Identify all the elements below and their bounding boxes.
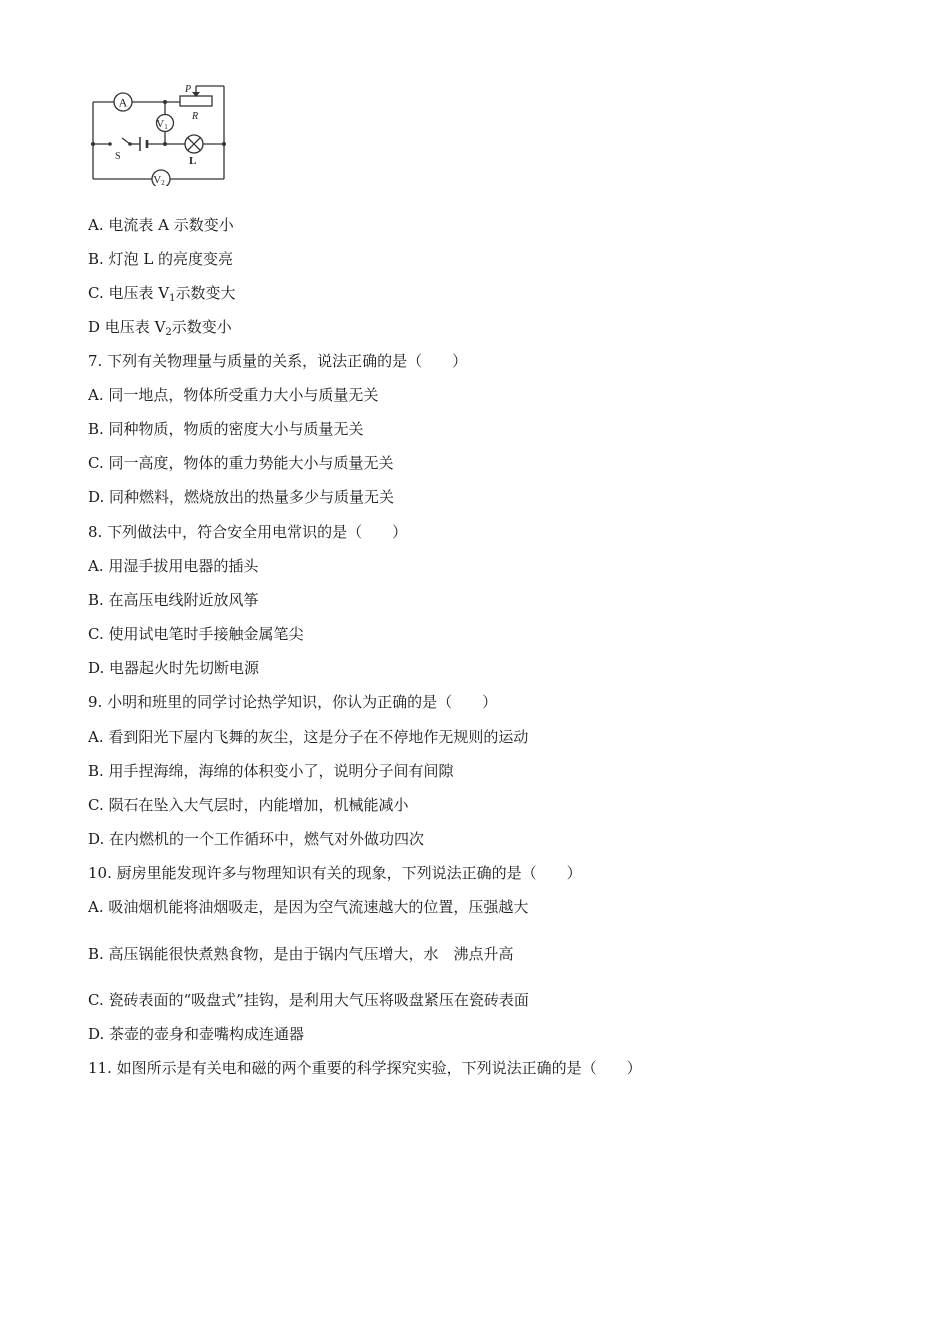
q9-stem: 9. 小明和班里的同学讨论热学知识，你认为正确的是（ ）	[88, 693, 498, 711]
q9-option-d: D. 在内燃机的一个工作循环中，燃气对外做功四次	[88, 830, 425, 848]
q10-option-c: C. 瓷砖表面的“吸盘式”挂钩，是利用大气压将吸盘紧压在瓷砖表面	[88, 991, 529, 1009]
q9-option-c: C. 陨石在坠入大气层时，内能增加，机械能减小	[88, 796, 409, 814]
resistor	[180, 96, 212, 106]
lamp-label: L	[189, 155, 197, 167]
q6-option-c-text: C. 电压表 V	[88, 284, 170, 302]
circuit-diagram	[88, 80, 230, 186]
q11-stem: 11. 如图所示是有关电和磁的两个重要的科学探究实验，下列说法正确的是（ ）	[88, 1059, 642, 1077]
q7-option-b: B. 同种物质，物质的密度大小与质量无关	[88, 420, 364, 438]
q7-option-c: C. 同一高度，物体的重力势能大小与质量无关	[88, 454, 394, 472]
q8-option-b: B. 在高压电线附近放风筝	[88, 591, 259, 609]
q10-option-a: A. 吸油烟机能将油烟吸走，是因为空气流速越大的位置，压强越大	[88, 898, 529, 916]
q10-option-d: D. 茶壶的壶身和壶嘴构成连通器	[88, 1025, 305, 1043]
q10-option-b: B. 高压锅能很快煮熟食物，是由于锅内气压增大，水 沸点升高	[88, 945, 514, 963]
resistor-label: R	[192, 111, 199, 122]
q8-option-c: C. 使用试电笔时手接触金属笔尖	[88, 625, 304, 643]
switch-label: S	[115, 151, 121, 162]
q6-option-d-text: D 电压表 V	[88, 318, 166, 336]
q8-option-a: A. 用湿手拔用电器的插头	[88, 557, 259, 575]
v1-label: V1	[156, 118, 168, 131]
q8-option-d: D. 电器起火时先切断电源	[88, 659, 260, 677]
q6-option-d-sub: 2	[165, 327, 172, 338]
q10-stem: 10. 厨房里能发现许多与物理知识有关的现象，下列说法正确的是（ ）	[88, 864, 582, 882]
ammeter-label: A	[118, 95, 128, 110]
q6-option-b: B. 灯泡 L 的亮度变亮	[88, 250, 234, 268]
q8-stem: 8. 下列做法中，符合安全用电常识的是（ ）	[88, 523, 408, 541]
q7-option-d: D. 同种燃料，燃烧放出的热量多少与质量无关	[88, 488, 395, 506]
slider-label: P	[185, 84, 192, 95]
q7-stem: 7. 下列有关物理量与质量的关系，说法正确的是（ ）	[88, 352, 468, 370]
q6-option-c	[88, 283, 235, 303]
q6-option-d	[88, 317, 232, 337]
q6-option-c-tail: 示数变大	[175, 284, 236, 302]
q9-option-b: B. 用手捏海绵，海绵的体积变小了，说明分子间有间隙	[88, 762, 454, 780]
q6-option-c-sub: 1	[169, 293, 176, 304]
v2-label: V2	[153, 174, 165, 186]
q9-option-a: A. 看到阳光下屋内飞舞的灰尘，这是分子在不停地作无规则的运动	[88, 728, 529, 746]
q6-option-a: A. 电流表 A 示数变小	[88, 216, 234, 234]
q7-option-a: A. 同一地点，物体所受重力大小与质量无关	[88, 386, 379, 404]
q6-option-d-tail: 示数变小	[171, 318, 232, 336]
